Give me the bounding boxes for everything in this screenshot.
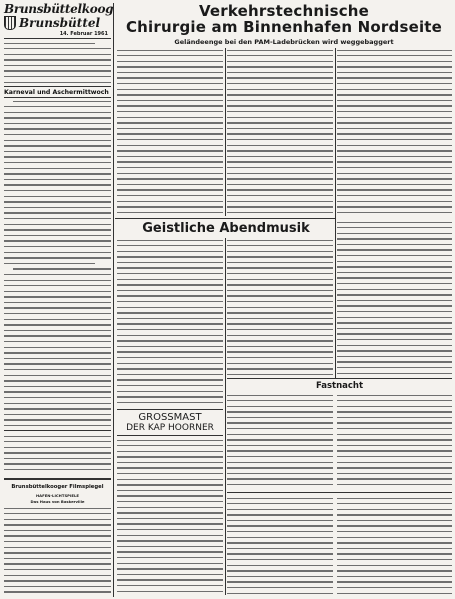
headline-line1: Verkehrstechnische (198, 2, 370, 20)
column-divider (225, 48, 226, 216)
fastnacht-col1 (227, 393, 333, 489)
divider (115, 218, 335, 219)
masthead-line1: Brunsbüttelkoog (4, 2, 114, 16)
divider (227, 378, 452, 379)
kap-line2: DER KAP HOORNER (126, 423, 214, 433)
bottom-col1 (227, 496, 333, 596)
divider (117, 435, 223, 436)
filmspiegel-sub: HAFEN-LICHTSPIELE (36, 493, 79, 498)
fastnacht-headline: Fastnacht (315, 381, 364, 391)
column-divider (113, 3, 114, 597)
filmspiegel-item: Das Haus von Baskerville (30, 499, 85, 504)
kap-article (117, 438, 223, 596)
masthead (4, 2, 114, 30)
main-article-col2 (227, 48, 333, 216)
filmspiegel-heading: Brunsbüttelkooger Filmspiegel (11, 484, 104, 490)
main-article-col3 (337, 48, 452, 216)
karneval-heading: Karneval und Aschermittwoch (4, 89, 109, 96)
kap-line1: GROSSMAST (138, 412, 202, 423)
filmspiegel-text (4, 506, 111, 596)
issue-date: 14. Februar 1961 (59, 31, 108, 37)
kap-headline (117, 412, 223, 433)
divider (4, 478, 111, 480)
divider (4, 97, 111, 98)
divider (117, 409, 223, 410)
divider (227, 492, 452, 493)
column-divider (335, 48, 336, 378)
abendmusik-headline: Geistliche Abendmusik (142, 221, 310, 236)
main-headline (116, 3, 452, 35)
bottom-col2 (337, 496, 452, 596)
abendmusik-col1 (117, 238, 223, 406)
headline-line2: Chirurgie am Binnenhafen Nordseite (125, 18, 443, 36)
divider (4, 430, 111, 431)
karneval-article (4, 99, 111, 427)
main-article-col1 (117, 48, 223, 216)
right-col-continued (337, 220, 452, 376)
tagung-text (4, 434, 111, 474)
masthead-line2 (4, 16, 108, 30)
abendmusik-col2 (227, 238, 333, 376)
divider (4, 86, 111, 87)
column-divider (225, 238, 226, 595)
tagesspruch-text (4, 41, 111, 85)
main-subtitle: Geländeenge bei den PAM-Ladebrücken wird weggebaggert (174, 38, 394, 46)
crest-icon (4, 16, 16, 30)
fastnacht-col2 (337, 393, 452, 489)
divider (4, 38, 111, 39)
masthead-line2-text: Brunsbüttel (19, 15, 101, 30)
